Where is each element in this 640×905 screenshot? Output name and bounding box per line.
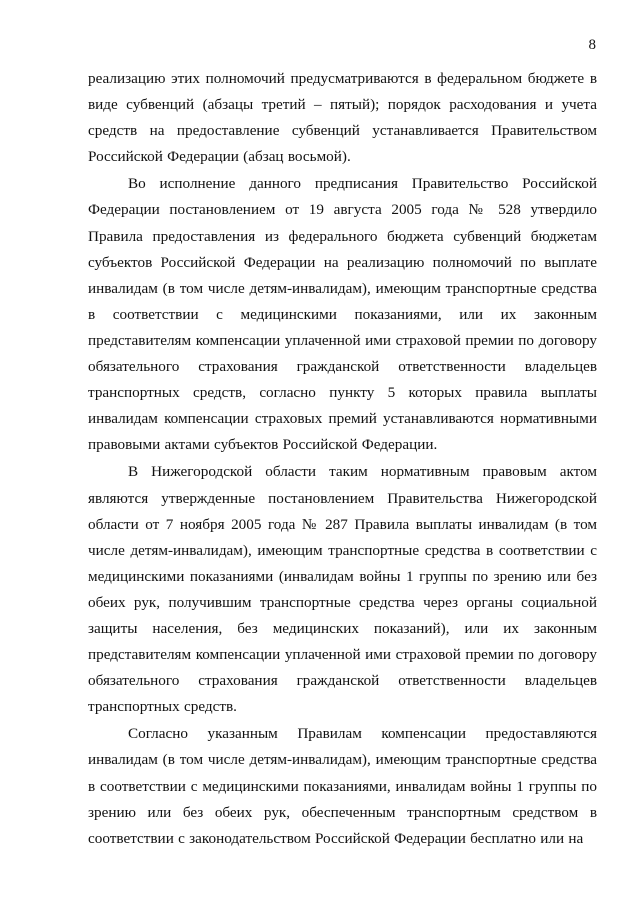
page-number: 8 [588, 37, 596, 53]
document-body [88, 66, 597, 852]
paragraph-3: В Нижегородской области таким нормативным правовым актом являются утвержденные постановлением Правительства Нижегородской области от 7 ноября 2005 года № 287 Правила выплаты инвалидам (в том числе детям-инвалидам), имеющим транспортные средства в соответствии с медицинскими показаниями (инвалидам войны 1 группы по зрению или без обеих рук, получившим транспортные средства через органы социальной защиты населения, без медицинских показаний), или их законным представителям компенсации уплаченной ими страховой премии по договору обязательного страхования гражданской ответственности владельцев транспортных средств. [88, 463, 597, 716]
paragraph-4: Согласно указанным Правилам компенсации предоставляются инвалидам (в том числе детям-инвалидам), имеющим транспортные средства в соответствии с медицинскими показаниями, инвалидам войны 1 группы по зрению или без обеих рук, обеспеченным транспортным средством в соответствии с законодательством Российской Федерации бесплатно или на [88, 725, 597, 847]
paragraph-1: реализацию этих полномочий предусматриваются в федеральном бюджете в виде субвенций (абзацы третий – пятый); порядок расходования и учета средств на предоставление субвенций устанавливается Правительством Российской Федерации (абзац восьмой). [88, 70, 597, 166]
paragraph-2: Во исполнение данного предписания Правительство Российской Федерации постановлением от 19 августа 2005 года № 528 утвердило Правила предоставления из федерального бюджета субвенций бюджетам субъектов Российской Федерации на реализацию полномочий по выплате инвалидам (в том числе детям-инвалидам), имеющим транспортные средства в соответствии с медицинскими показаниями, или их законным представителям компенсации уплаченной ими страховой премии по договору обязательного страхования гражданской ответственности владельцев транспортных средств, согласно пункту 5 которых правила выплаты инвалидам компенсации страховых премий устанавливаются нормативными правовыми актами субъектов Российской Федерации. [88, 175, 597, 454]
